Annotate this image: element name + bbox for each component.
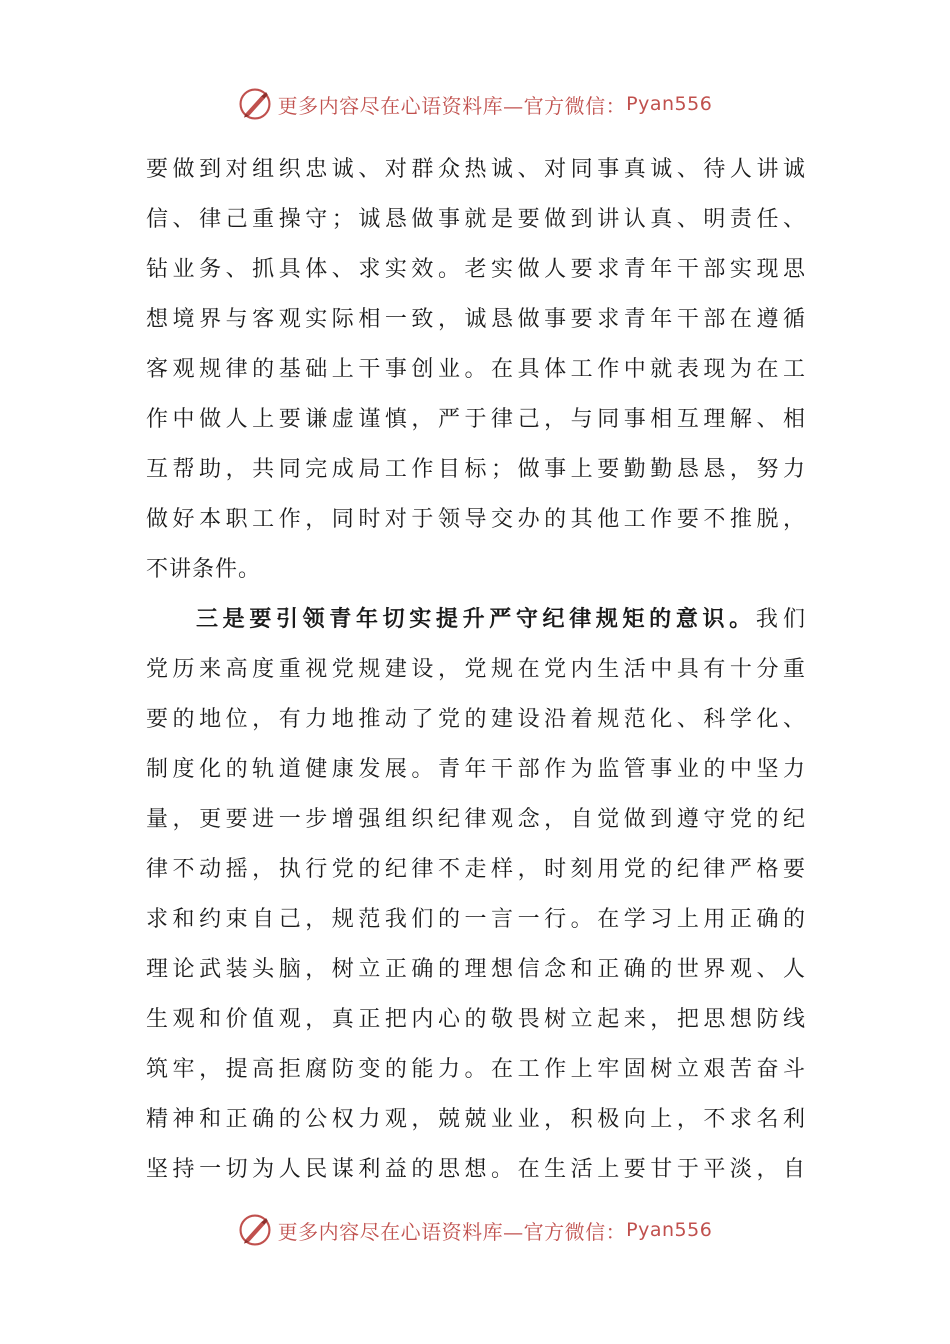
header-watermark xyxy=(0,84,950,124)
body-line: 钻业务、抓具体、求实效。老实做人要求青年干部实现思 xyxy=(146,257,806,282)
body-line: 互帮助，共同完成局工作目标；做事上要勤勤恳恳，努力 xyxy=(146,457,806,482)
body-line: 作中做人上要谦虚谨慎，严于律己，与同事相互理解、相 xyxy=(146,407,806,432)
section-line: 党历来高度重视党规建设，党规在党内生活中具有十分重 xyxy=(146,657,806,682)
body-line: 要做到对组织忠诚、对群众热诚、对同事真诚、待人讲诚 xyxy=(146,157,806,182)
body-line: 客观规律的基础上干事创业。在具体工作中就表现为在工 xyxy=(146,357,806,382)
body-line: 不讲条件。 xyxy=(146,557,262,582)
section-line: 筑牢，提高拒腐防变的能力。在工作上牢固树立艰苦奋斗 xyxy=(146,1057,806,1082)
header-wechat-id: Pyan556 xyxy=(626,93,713,115)
section-first-line xyxy=(146,595,806,645)
footer-wechat-id: Pyan556 xyxy=(626,1219,713,1241)
section-line: 制度化的轨道健康发展。青年干部作为监管事业的中坚力 xyxy=(146,757,806,782)
body-line: 做好本职工作，同时对于领导交办的其他工作要不推脱， xyxy=(146,507,806,532)
section-line: 精神和正确的公权力观，兢兢业业，积极向上，不求名利 xyxy=(146,1107,806,1132)
section-line: 坚持一切为人民谋利益的思想。在生活上要甘于平淡，自 xyxy=(146,1157,806,1182)
section-first-tail: 我们 xyxy=(755,607,806,632)
section-line: 求和约束自己，规范我们的一言一行。在学习上用正确的 xyxy=(146,907,806,932)
section-heading: 三是要引领青年切实提升严守纪律规矩的意识。 xyxy=(196,607,756,632)
section-line: 律不动摇，执行党的纪律不走样，时刻用党的纪律严格要 xyxy=(146,857,806,882)
section-line: 生观和价值观，真正把内心的敬畏树立起来，把思想防线 xyxy=(146,1007,806,1032)
pen-logo-icon xyxy=(238,87,272,121)
pen-logo-icon xyxy=(238,1213,272,1247)
header-text: 更多内容尽在心语资料库—官方微信： xyxy=(277,93,627,118)
body-line: 想境界与客观实际相一致，诚恳做事要求青年干部在遵循 xyxy=(146,307,806,332)
footer-watermark xyxy=(0,1210,950,1250)
section-line: 理论武装头脑，树立正确的理想信念和正确的世界观、人 xyxy=(146,957,806,982)
document-body xyxy=(146,145,806,1195)
body-line: 信、律己重操守；诚恳做事就是要做到讲认真、明责任、 xyxy=(146,207,806,232)
section-line: 量，更要进一步增强组织纪律观念，自觉做到遵守党的纪 xyxy=(146,807,806,832)
footer-text: 更多内容尽在心语资料库—官方微信： xyxy=(277,1219,627,1244)
section-line: 要的地位，有力地推动了党的建设沿着规范化、科学化、 xyxy=(146,707,806,732)
